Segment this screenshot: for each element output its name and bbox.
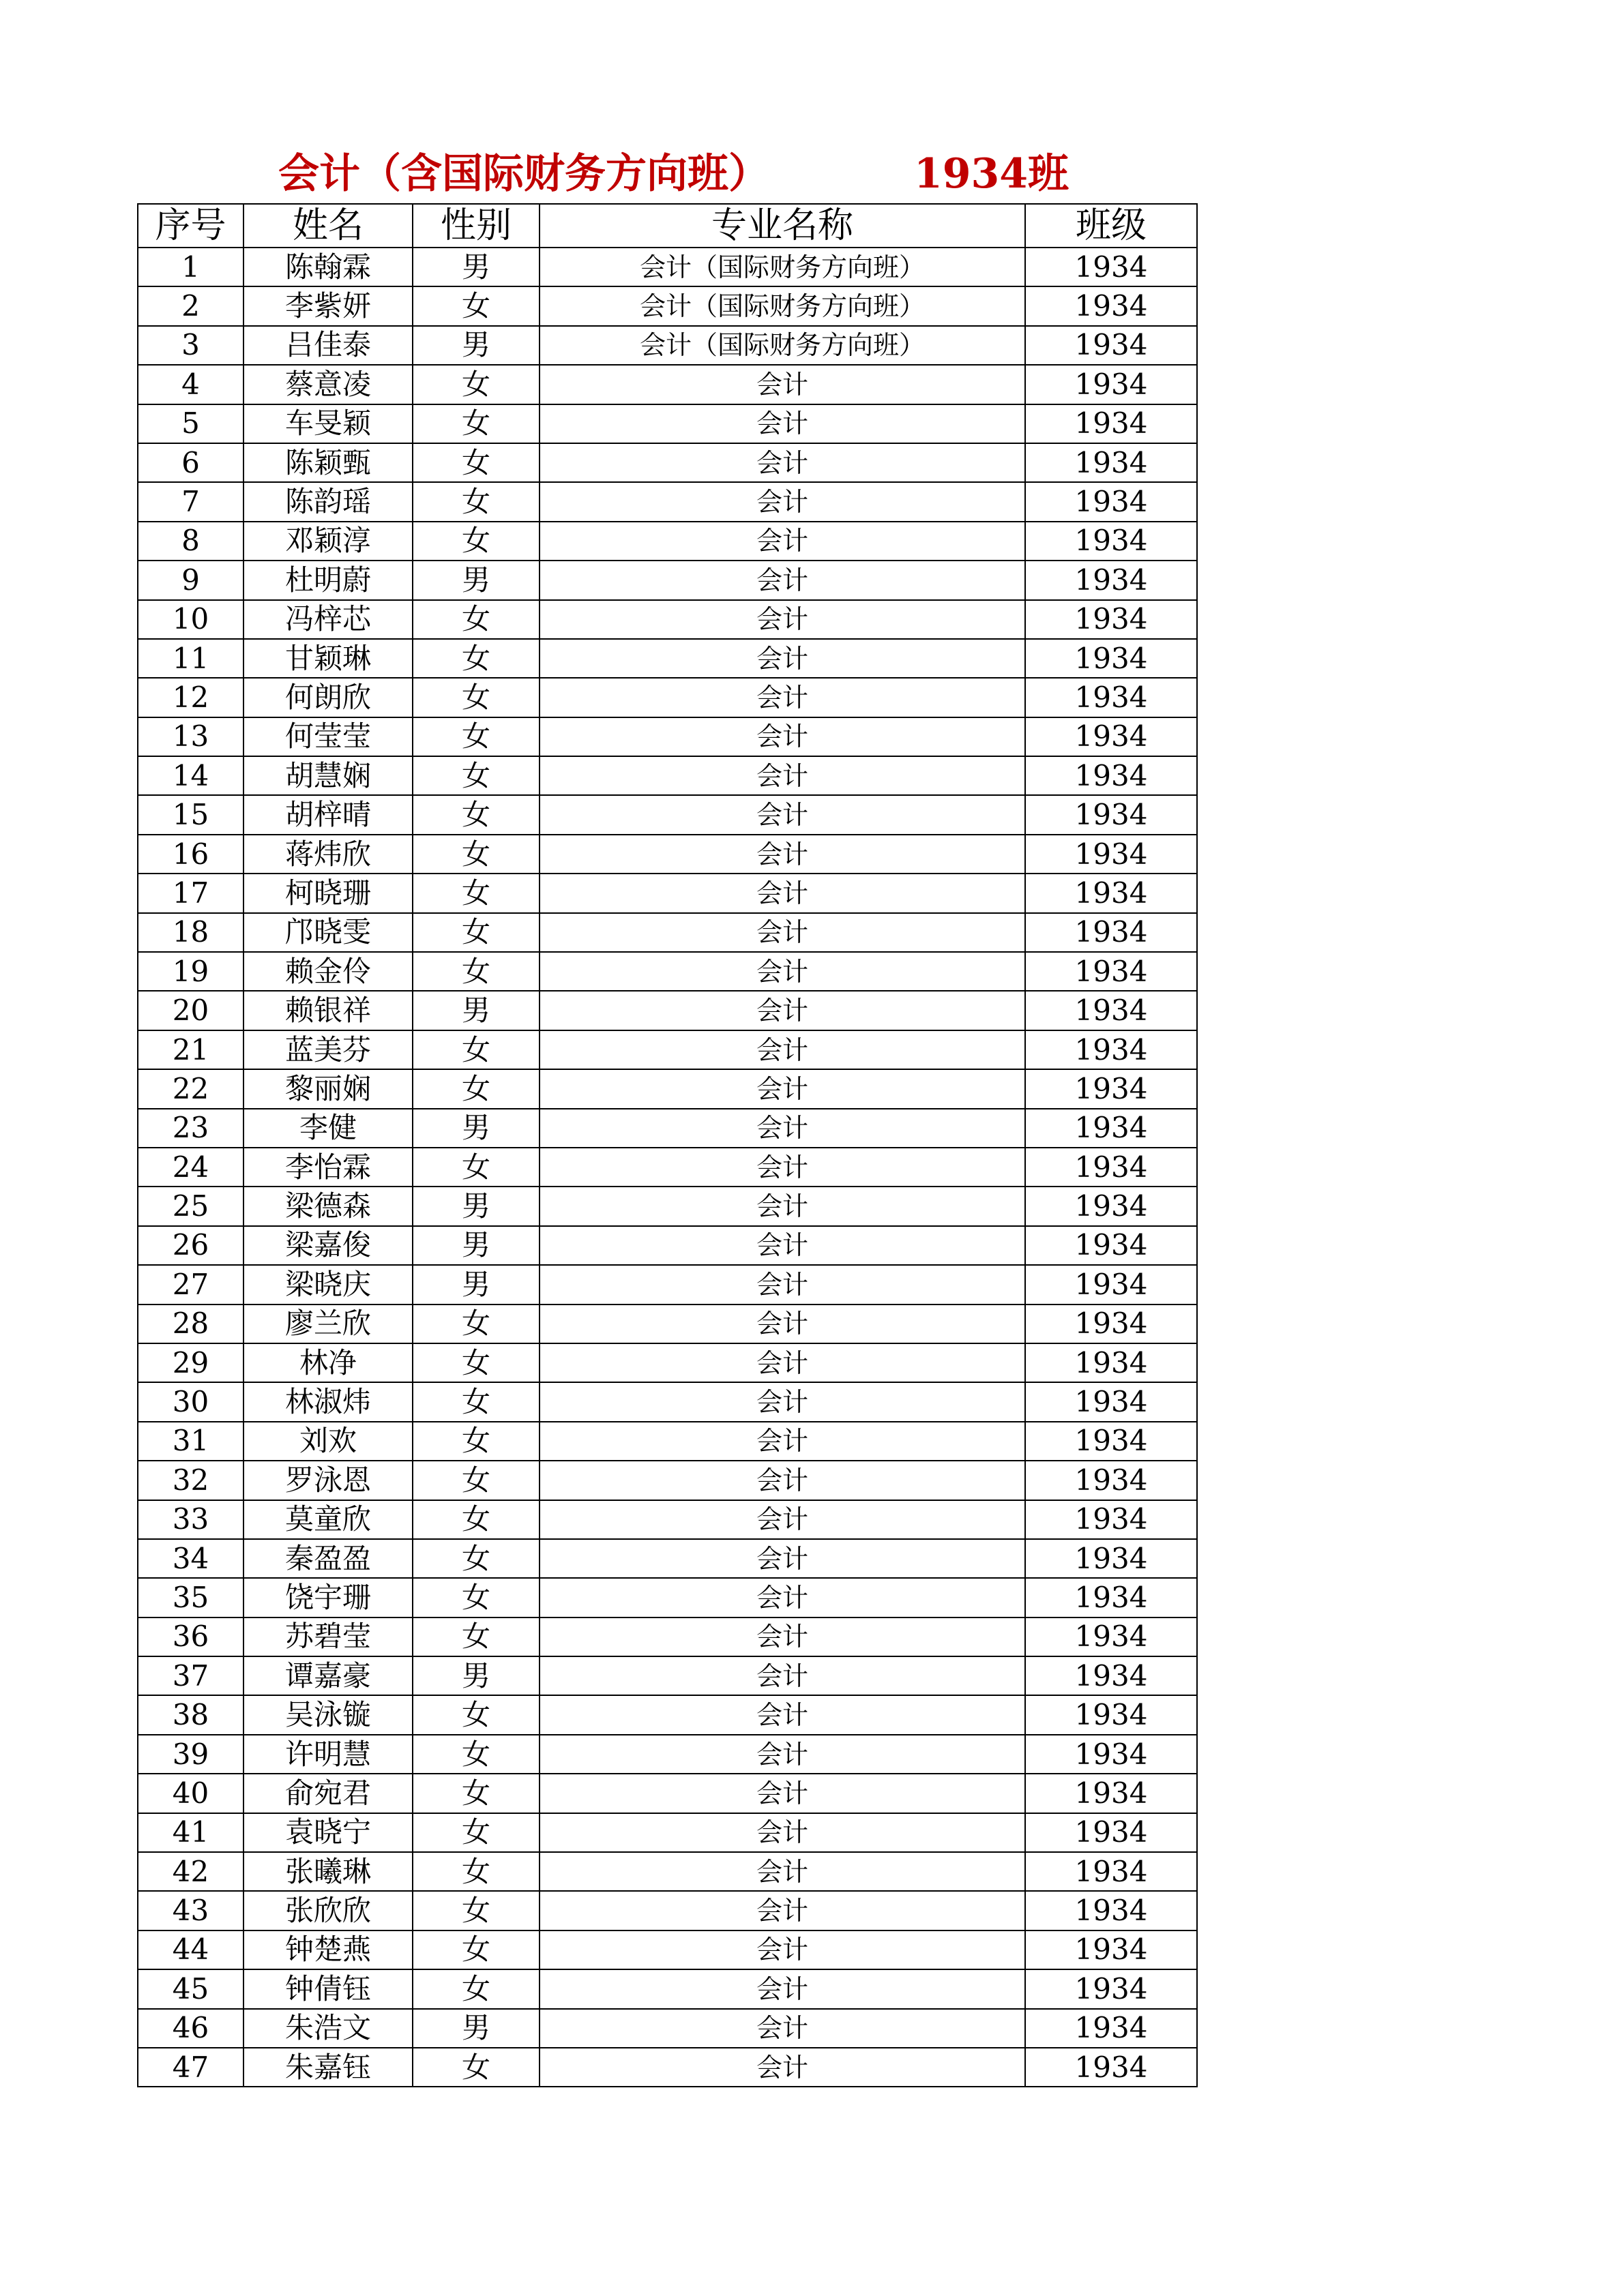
table-row	[138, 326, 1197, 365]
table-row	[138, 1500, 1197, 1539]
cell-gender: 女	[413, 1891, 540, 1930]
cell-class: 1934	[1025, 717, 1197, 756]
cell-major: 会计	[540, 874, 1025, 912]
cell-major: 会计	[540, 1735, 1025, 1774]
cell-major: 会计	[540, 1382, 1025, 1421]
cell-class: 1934	[1025, 1774, 1197, 1813]
cell-seq: 7	[138, 482, 243, 521]
cell-seq: 41	[138, 1813, 243, 1852]
cell-class: 1934	[1025, 404, 1197, 443]
table-header	[138, 204, 1197, 248]
table-row	[138, 874, 1197, 912]
cell-major: 会计	[540, 1109, 1025, 1148]
cell-name: 蒋炜欣	[243, 835, 413, 874]
table-row	[138, 1774, 1197, 1813]
cell-class: 1934	[1025, 1382, 1197, 1421]
cell-gender: 女	[413, 482, 540, 521]
table-row	[138, 1461, 1197, 1500]
cell-class: 1934	[1025, 1343, 1197, 1382]
cell-seq: 31	[138, 1422, 243, 1461]
table-row	[138, 756, 1197, 795]
cell-name: 朱嘉钰	[243, 2048, 413, 2087]
cell-major: 会计	[540, 1774, 1025, 1813]
cell-seq: 6	[138, 443, 243, 482]
cell-gender: 女	[413, 522, 540, 561]
table-row	[138, 795, 1197, 834]
cell-gender: 女	[413, 795, 540, 834]
cell-gender: 女	[413, 600, 540, 639]
cell-gender: 女	[413, 835, 540, 874]
cell-gender: 女	[413, 1069, 540, 1108]
cell-name: 甘颖琳	[243, 639, 413, 678]
table-row	[138, 1304, 1197, 1343]
cell-name: 苏碧莹	[243, 1617, 413, 1656]
cell-major: 会计	[540, 1617, 1025, 1656]
cell-gender: 女	[413, 1422, 540, 1461]
cell-name: 杜明蔚	[243, 561, 413, 599]
cell-gender: 男	[413, 1265, 540, 1304]
cell-seq: 15	[138, 795, 243, 834]
header-major: 专业名称	[540, 204, 1025, 248]
cell-major: 会计	[540, 2009, 1025, 2048]
cell-gender: 女	[413, 1852, 540, 1891]
cell-class: 1934	[1025, 756, 1197, 795]
cell-class: 1934	[1025, 1930, 1197, 1969]
cell-major: 会计	[540, 365, 1025, 404]
cell-seq: 18	[138, 913, 243, 952]
cell-seq: 23	[138, 1109, 243, 1148]
cell-seq: 42	[138, 1852, 243, 1891]
cell-seq: 39	[138, 1735, 243, 1774]
cell-gender: 女	[413, 1617, 540, 1656]
cell-class: 1934	[1025, 1148, 1197, 1187]
cell-class: 1934	[1025, 1891, 1197, 1930]
cell-name: 饶宇珊	[243, 1578, 413, 1617]
table-row	[138, 1422, 1197, 1461]
cell-name: 钟楚燕	[243, 1930, 413, 1969]
cell-name: 车旻颖	[243, 404, 413, 443]
table-row	[138, 1578, 1197, 1617]
cell-class: 1934	[1025, 1539, 1197, 1578]
table-row	[138, 1069, 1197, 1108]
cell-seq: 22	[138, 1069, 243, 1108]
cell-class: 1934	[1025, 795, 1197, 834]
cell-name: 林净	[243, 1343, 413, 1382]
cell-name: 罗泳恩	[243, 1461, 413, 1500]
cell-major: 会计	[540, 1069, 1025, 1108]
cell-gender: 女	[413, 1930, 540, 1969]
cell-gender: 女	[413, 1382, 540, 1421]
cell-gender: 女	[413, 1304, 540, 1343]
cell-major: 会计	[540, 1695, 1025, 1734]
table-row	[138, 2048, 1197, 2087]
cell-class: 1934	[1025, 1852, 1197, 1891]
cell-gender: 女	[413, 1695, 540, 1734]
cell-seq: 5	[138, 404, 243, 443]
cell-class: 1934	[1025, 1069, 1197, 1108]
cell-seq: 8	[138, 522, 243, 561]
cell-gender: 女	[413, 913, 540, 952]
cell-major: 会计	[540, 561, 1025, 599]
cell-class: 1934	[1025, 1500, 1197, 1539]
cell-major: 会计	[540, 600, 1025, 639]
table-row	[138, 1109, 1197, 1148]
cell-seq: 11	[138, 639, 243, 678]
cell-major: 会计	[540, 1030, 1025, 1069]
cell-major: 会计	[540, 1891, 1025, 1930]
cell-name: 张曦琳	[243, 1852, 413, 1891]
table-row	[138, 600, 1197, 639]
cell-seq: 21	[138, 1030, 243, 1069]
table-row	[138, 678, 1197, 717]
cell-name: 俞宛君	[243, 1774, 413, 1813]
table-row	[138, 1343, 1197, 1382]
cell-name: 陈韵瑶	[243, 482, 413, 521]
cell-seq: 20	[138, 991, 243, 1030]
cell-name: 莫童欣	[243, 1500, 413, 1539]
cell-major: 会计	[540, 835, 1025, 874]
cell-class: 1934	[1025, 991, 1197, 1030]
cell-class: 1934	[1025, 600, 1197, 639]
cell-major: 会计	[540, 1539, 1025, 1578]
cell-class: 1934	[1025, 248, 1197, 286]
cell-major: 会计	[540, 1813, 1025, 1852]
cell-name: 梁德森	[243, 1187, 413, 1225]
cell-seq: 46	[138, 2009, 243, 2048]
cell-name: 许明慧	[243, 1735, 413, 1774]
title-class-label: 1934班	[914, 150, 1069, 198]
cell-class: 1934	[1025, 639, 1197, 678]
cell-seq: 30	[138, 1382, 243, 1421]
cell-major: 会计	[540, 522, 1025, 561]
cell-major: 会计	[540, 404, 1025, 443]
table-row	[138, 1187, 1197, 1225]
cell-major: 会计	[540, 482, 1025, 521]
cell-class: 1934	[1025, 286, 1197, 325]
cell-class: 1934	[1025, 835, 1197, 874]
cell-gender: 女	[413, 639, 540, 678]
cell-seq: 16	[138, 835, 243, 874]
cell-gender: 男	[413, 1226, 540, 1265]
table-row	[138, 561, 1197, 599]
cell-major: 会计	[540, 756, 1025, 795]
cell-major: 会计	[540, 678, 1025, 717]
table-row	[138, 1382, 1197, 1421]
cell-major: 会计（国际财务方向班）	[540, 248, 1025, 286]
cell-class: 1934	[1025, 561, 1197, 599]
cell-gender: 男	[413, 1656, 540, 1695]
cell-name: 梁嘉俊	[243, 1226, 413, 1265]
header-name: 姓名	[243, 204, 413, 248]
table-row	[138, 913, 1197, 952]
header-gender: 性别	[413, 204, 540, 248]
cell-name: 林淑炜	[243, 1382, 413, 1421]
cell-major: 会计	[540, 2048, 1025, 2087]
cell-major: 会计	[540, 991, 1025, 1030]
table-row	[138, 952, 1197, 991]
cell-gender: 女	[413, 678, 540, 717]
table-row	[138, 286, 1197, 325]
cell-major: 会计	[540, 1656, 1025, 1695]
cell-class: 1934	[1025, 874, 1197, 912]
cell-seq: 25	[138, 1187, 243, 1225]
cell-gender: 男	[413, 1109, 540, 1148]
cell-gender: 女	[413, 1500, 540, 1539]
cell-name: 刘欢	[243, 1422, 413, 1461]
table-row	[138, 1656, 1197, 1695]
cell-name: 赖金伶	[243, 952, 413, 991]
cell-major: 会计	[540, 1930, 1025, 1969]
cell-class: 1934	[1025, 326, 1197, 365]
cell-class: 1934	[1025, 1578, 1197, 1617]
cell-major: 会计	[540, 1226, 1025, 1265]
cell-class: 1934	[1025, 443, 1197, 482]
cell-seq: 43	[138, 1891, 243, 1930]
cell-seq: 10	[138, 600, 243, 639]
cell-name: 陈颖甄	[243, 443, 413, 482]
table-row	[138, 365, 1197, 404]
cell-seq: 24	[138, 1148, 243, 1187]
table-row	[138, 404, 1197, 443]
cell-gender: 女	[413, 756, 540, 795]
cell-major: 会计	[540, 1265, 1025, 1304]
cell-major: 会计	[540, 952, 1025, 991]
cell-seq: 40	[138, 1774, 243, 1813]
table-row	[138, 1226, 1197, 1265]
cell-class: 1934	[1025, 913, 1197, 952]
cell-gender: 女	[413, 952, 540, 991]
cell-major: 会计	[540, 1500, 1025, 1539]
table-row	[138, 1852, 1197, 1891]
cell-seq: 29	[138, 1343, 243, 1382]
cell-major: 会计（国际财务方向班）	[540, 326, 1025, 365]
cell-name: 柯晓珊	[243, 874, 413, 912]
table-row	[138, 482, 1197, 521]
cell-seq: 2	[138, 286, 243, 325]
cell-class: 1934	[1025, 952, 1197, 991]
cell-gender: 男	[413, 991, 540, 1030]
table-row	[138, 1891, 1197, 1930]
cell-gender: 女	[413, 286, 540, 325]
cell-seq: 12	[138, 678, 243, 717]
cell-class: 1934	[1025, 1030, 1197, 1069]
cell-seq: 27	[138, 1265, 243, 1304]
cell-major: 会计	[540, 795, 1025, 834]
cell-gender: 女	[413, 2048, 540, 2087]
title-main: 会计（含国际财务方向班）	[278, 150, 769, 198]
table-row	[138, 1930, 1197, 1969]
cell-seq: 45	[138, 1969, 243, 2008]
cell-name: 陈翰霖	[243, 248, 413, 286]
cell-name: 袁晓宁	[243, 1813, 413, 1852]
cell-gender: 女	[413, 1813, 540, 1852]
table-body	[138, 248, 1197, 2087]
cell-major: 会计	[540, 1969, 1025, 2008]
cell-name: 赖银祥	[243, 991, 413, 1030]
cell-class: 1934	[1025, 2009, 1197, 2048]
cell-name: 李怡霖	[243, 1148, 413, 1187]
table-row	[138, 522, 1197, 561]
cell-seq: 28	[138, 1304, 243, 1343]
cell-major: 会计	[540, 913, 1025, 952]
header-row	[138, 204, 1197, 248]
cell-class: 1934	[1025, 1187, 1197, 1225]
cell-seq: 3	[138, 326, 243, 365]
cell-gender: 女	[413, 1735, 540, 1774]
cell-gender: 女	[413, 404, 540, 443]
table-row	[138, 1695, 1197, 1734]
cell-name: 何朗欣	[243, 678, 413, 717]
cell-gender: 女	[413, 365, 540, 404]
cell-gender: 女	[413, 1461, 540, 1500]
cell-name: 吕佳泰	[243, 326, 413, 365]
cell-major: 会计（国际财务方向班）	[540, 286, 1025, 325]
cell-class: 1934	[1025, 1422, 1197, 1461]
cell-gender: 女	[413, 1774, 540, 1813]
cell-class: 1934	[1025, 1304, 1197, 1343]
student-roster-table	[137, 203, 1198, 2087]
cell-name: 钟倩钰	[243, 1969, 413, 2008]
cell-major: 会计	[540, 1578, 1025, 1617]
cell-name: 梁晓庆	[243, 1265, 413, 1304]
cell-major: 会计	[540, 1422, 1025, 1461]
cell-name: 邝晓雯	[243, 913, 413, 952]
cell-major: 会计	[540, 1461, 1025, 1500]
table-row	[138, 443, 1197, 482]
cell-class: 1934	[1025, 1656, 1197, 1695]
table-row	[138, 1539, 1197, 1578]
cell-class: 1934	[1025, 1813, 1197, 1852]
cell-seq: 14	[138, 756, 243, 795]
table-row	[138, 1735, 1197, 1774]
cell-name: 廖兰欣	[243, 1304, 413, 1343]
cell-major: 会计	[540, 717, 1025, 756]
cell-major: 会计	[540, 1852, 1025, 1891]
cell-name: 胡梓晴	[243, 795, 413, 834]
cell-seq: 1	[138, 248, 243, 286]
cell-class: 1934	[1025, 1695, 1197, 1734]
cell-class: 1934	[1025, 482, 1197, 521]
cell-gender: 女	[413, 1030, 540, 1069]
cell-name: 黎丽娴	[243, 1069, 413, 1108]
cell-name: 秦盈盈	[243, 1539, 413, 1578]
table-row	[138, 991, 1197, 1030]
cell-seq: 32	[138, 1461, 243, 1500]
cell-class: 1934	[1025, 522, 1197, 561]
cell-seq: 35	[138, 1578, 243, 1617]
table-row	[138, 2009, 1197, 2048]
page-title	[278, 147, 1069, 201]
cell-seq: 26	[138, 1226, 243, 1265]
cell-name: 张欣欣	[243, 1891, 413, 1930]
cell-class: 1934	[1025, 1109, 1197, 1148]
cell-class: 1934	[1025, 1265, 1197, 1304]
cell-class: 1934	[1025, 365, 1197, 404]
cell-name: 冯梓芯	[243, 600, 413, 639]
cell-class: 1934	[1025, 1617, 1197, 1656]
cell-name: 谭嘉豪	[243, 1656, 413, 1695]
cell-class: 1934	[1025, 1226, 1197, 1265]
cell-gender: 男	[413, 2009, 540, 2048]
header-class: 班级	[1025, 204, 1197, 248]
cell-seq: 34	[138, 1539, 243, 1578]
cell-seq: 4	[138, 365, 243, 404]
table-row	[138, 1617, 1197, 1656]
cell-gender: 女	[413, 1578, 540, 1617]
table-row	[138, 1265, 1197, 1304]
cell-gender: 女	[413, 874, 540, 912]
cell-seq: 44	[138, 1930, 243, 1969]
cell-major: 会计	[540, 1343, 1025, 1382]
cell-name: 李健	[243, 1109, 413, 1148]
cell-seq: 33	[138, 1500, 243, 1539]
cell-major: 会计	[540, 1148, 1025, 1187]
cell-major: 会计	[540, 1187, 1025, 1225]
cell-gender: 男	[413, 326, 540, 365]
cell-major: 会计	[540, 639, 1025, 678]
header-seq: 序号	[138, 204, 243, 248]
cell-gender: 女	[413, 1969, 540, 2008]
cell-name: 朱浩文	[243, 2009, 413, 2048]
cell-gender: 女	[413, 1148, 540, 1187]
cell-class: 1934	[1025, 1969, 1197, 2008]
table-row	[138, 1148, 1197, 1187]
cell-seq: 37	[138, 1656, 243, 1695]
cell-seq: 36	[138, 1617, 243, 1656]
table-row	[138, 1969, 1197, 2008]
cell-seq: 38	[138, 1695, 243, 1734]
cell-class: 1934	[1025, 2048, 1197, 2087]
cell-name: 胡慧娴	[243, 756, 413, 795]
table-row	[138, 1030, 1197, 1069]
cell-seq: 13	[138, 717, 243, 756]
cell-gender: 男	[413, 1187, 540, 1225]
cell-seq: 9	[138, 561, 243, 599]
cell-seq: 17	[138, 874, 243, 912]
cell-name: 邓颖淳	[243, 522, 413, 561]
cell-gender: 女	[413, 717, 540, 756]
table-row	[138, 639, 1197, 678]
cell-gender: 女	[413, 443, 540, 482]
cell-gender: 男	[413, 248, 540, 286]
table-row	[138, 248, 1197, 286]
cell-major: 会计	[540, 443, 1025, 482]
cell-gender: 男	[413, 561, 540, 599]
cell-class: 1934	[1025, 1735, 1197, 1774]
cell-name: 蓝美芬	[243, 1030, 413, 1069]
cell-seq: 19	[138, 952, 243, 991]
table-row	[138, 717, 1197, 756]
cell-name: 吴泳镟	[243, 1695, 413, 1734]
cell-name: 蔡意凌	[243, 365, 413, 404]
cell-gender: 女	[413, 1343, 540, 1382]
table-row	[138, 835, 1197, 874]
cell-class: 1934	[1025, 678, 1197, 717]
table-row	[138, 1813, 1197, 1852]
cell-name: 何莹莹	[243, 717, 413, 756]
cell-seq: 47	[138, 2048, 243, 2087]
cell-class: 1934	[1025, 1461, 1197, 1500]
cell-major: 会计	[540, 1304, 1025, 1343]
cell-name: 李紫妍	[243, 286, 413, 325]
cell-gender: 女	[413, 1539, 540, 1578]
